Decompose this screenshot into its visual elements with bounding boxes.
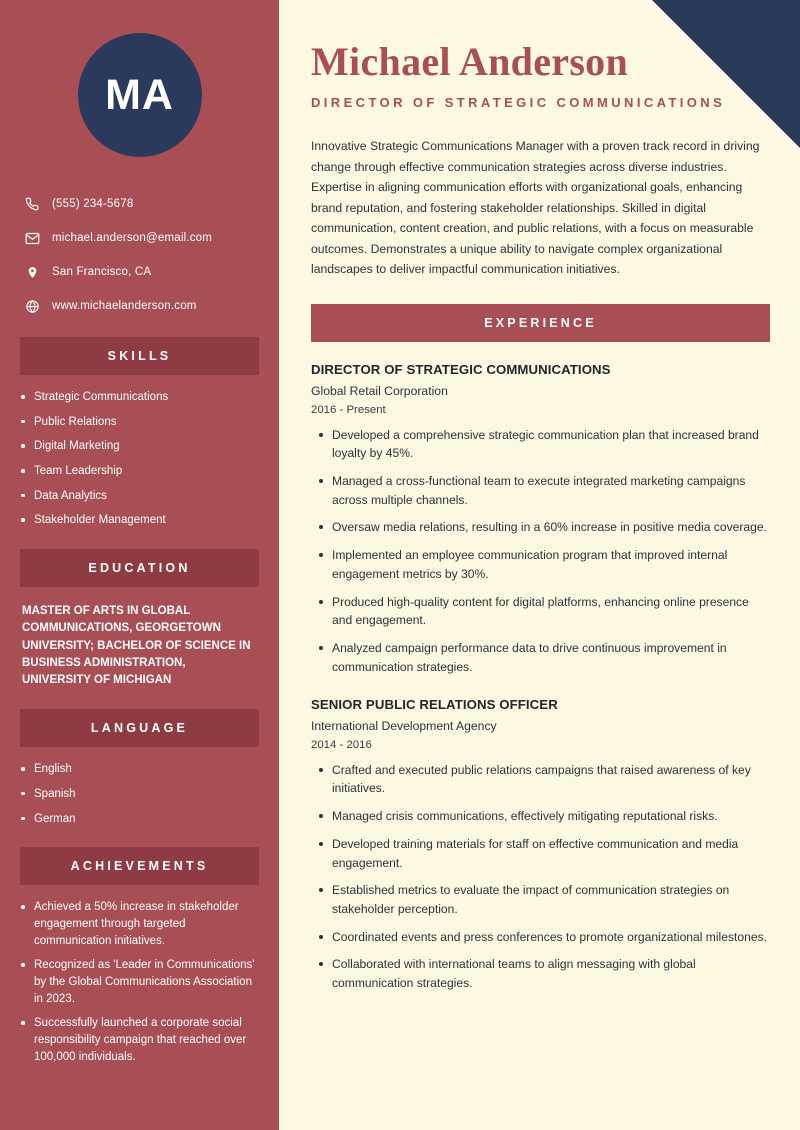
location-pin-icon (22, 263, 42, 281)
list-item: Developed a comprehensive strategic communication plan that increased brand loyalty by 45%. (332, 426, 770, 463)
education-section-header: EDUCATION (20, 549, 259, 587)
experience-company: International Development Agency (311, 718, 497, 733)
contact-phone-text: (555) 234-5678 (52, 198, 134, 210)
main-content (279, 0, 800, 1130)
avatar: MA (78, 33, 202, 157)
contact-website (22, 297, 279, 315)
language-section-header: LANGUAGE (20, 709, 259, 747)
list-item: Analyzed campaign performance data to drive continuous improvement in communication strategies. (332, 639, 770, 676)
contact-phone (22, 195, 279, 213)
avatar-container (0, 0, 279, 157)
list-item: Produced high-quality content for digital platforms, enhancing online presence and engagement. (332, 593, 770, 630)
list-item: Successfully launched a corporate social responsibility campaign that reached over 100,000 individuals. (34, 1015, 261, 1065)
list-item: Managed crisis communications, effectively mitigating reputational risks. (332, 807, 770, 826)
envelope-icon (22, 229, 42, 247)
experience-section-header: EXPERIENCE (311, 304, 770, 342)
list-item: Recognized as 'Leader in Communications' by the Global Communications Association in 2023. (34, 957, 261, 1007)
list-item: Team Leadership (34, 463, 261, 480)
education-text: MASTER OF ARTS IN GLOBAL COMMUNICATIONS, GEORGETOWN UNIVERSITY; BACHELOR OF SCIENCE IN BUSINESS ADMINISTRATION, UNIVERSITY OF MICHIGAN (22, 605, 251, 687)
list-item: Coordinated events and press conferences to promote organizational milestones. (332, 928, 770, 947)
achievements-section-header: ACHIEVEMENTS (20, 847, 259, 885)
list-item: Achieved a 50% increase in stakeholder engagement through targeted communication initiatives. (34, 899, 261, 949)
experience-entry (311, 362, 770, 677)
skills-list (0, 389, 279, 529)
language-list (0, 761, 279, 827)
contact-email (22, 229, 279, 247)
experience-role: SENIOR PUBLIC RELATIONS OFFICER (311, 696, 558, 712)
contact-email-text: michael.anderson@email.com (52, 232, 213, 244)
list-item: Digital Marketing (34, 438, 261, 455)
list-item: Data Analytics (34, 488, 261, 505)
list-item: Spanish (34, 786, 261, 803)
page-title: Michael Anderson (311, 39, 629, 84)
experience-entry (311, 697, 770, 993)
experience-company: Global Retail Corporation (311, 383, 448, 398)
list-item: Crafted and executed public relations campaigns that raised awareness of key initiatives. (332, 761, 770, 798)
list-item: English (34, 761, 261, 778)
experience-dates: 2014 - 2016 (311, 738, 372, 751)
contact-website-text: www.michaelanderson.com (52, 300, 197, 312)
list-item: Implemented an employee communication program that improved internal engagement metrics by 30%. (332, 546, 770, 583)
globe-icon (22, 297, 42, 315)
list-item: Stakeholder Management (34, 512, 261, 529)
list-item: Established metrics to evaluate the impact of communication strategies on stakeholder perception. (332, 881, 770, 918)
sidebar (0, 0, 279, 1130)
contact-location-text: San Francisco, CA (52, 266, 152, 278)
experience-bullets (311, 761, 770, 993)
experience-bullets (311, 426, 770, 677)
list-item: Public Relations (34, 414, 261, 431)
list-item: German (34, 811, 261, 828)
experience-role: DIRECTOR OF STRATEGIC COMMUNICATIONS (311, 361, 611, 377)
list-item: Strategic Communications (34, 389, 261, 406)
list-item: Managed a cross-functional team to execute integrated marketing campaigns across multiple channels. (332, 472, 770, 509)
experience-dates: 2016 - Present (311, 403, 386, 416)
skills-section-header: SKILLS (20, 337, 259, 375)
job-title-subtitle: DIRECTOR OF STRATEGIC COMMUNICATIONS (311, 95, 726, 110)
achievements-list (0, 899, 279, 1065)
phone-icon (22, 195, 42, 213)
contact-location (22, 263, 279, 281)
list-item: Oversaw media relations, resulting in a 60% increase in positive media coverage. (332, 518, 770, 537)
profile-summary: Innovative Strategic Communications Manager with a proven track record in driving change through effective communication strategies across diverse industries. Expertise in aligning communication efforts with organizational goals, enhancing brand reputation, and fostering stakeholder relationships. Skilled in digital communication, content creation, and public relations, with a focus on measurable outcomes. Demonstrates a unique ability to navigate complex organizational landscapes to deliver impactful communication initiatives. (311, 139, 760, 276)
contact-list (0, 195, 279, 315)
list-item: Developed training materials for staff on effective communication and media engagement. (332, 835, 770, 872)
list-item: Collaborated with international teams to align messaging with global communication strategies. (332, 955, 770, 992)
